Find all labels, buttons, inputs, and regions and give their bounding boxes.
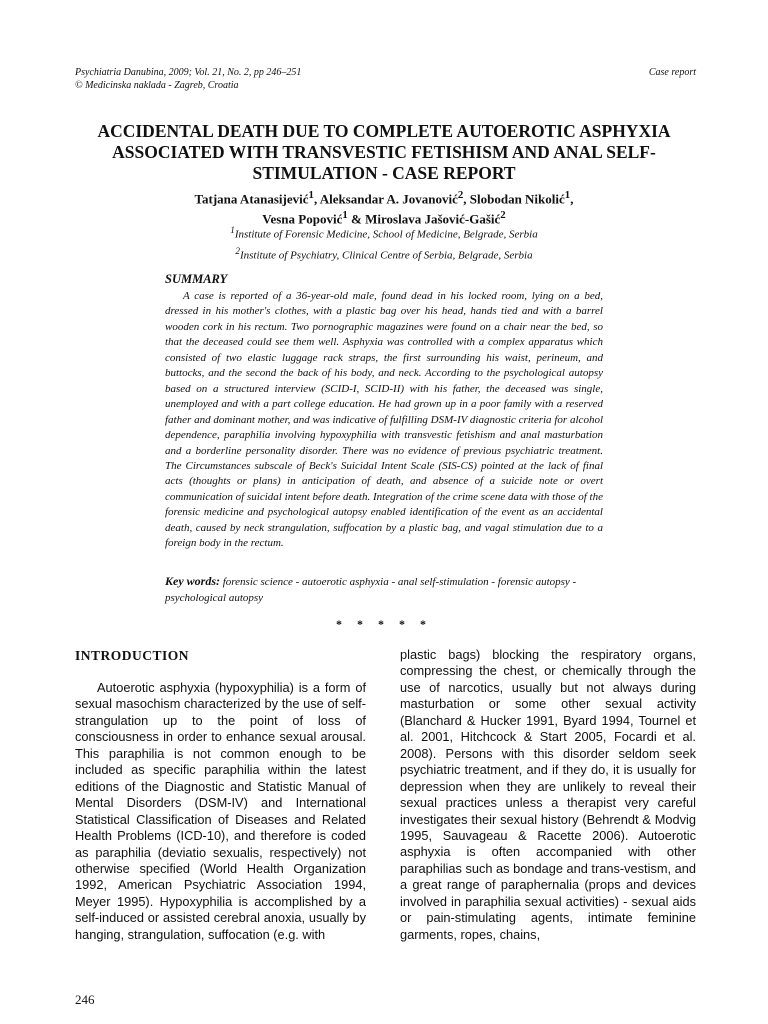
author-affiliation-mark: 1 (342, 209, 348, 222)
journal-header (75, 67, 301, 92)
author-separator: , (463, 191, 470, 207)
introduction-left-column: Autoerotic asphyxia (hypoxyphilia) is a form of sexual masochism characterized by the use of self-strangulation up to the point of loss of consciousness in order to enhance sexual arousal. This paraphilia is not common enough to be included as specific paraphilia within the latest editions of the Diagnostic and Statistic Manual of Mental Disorders (DSM-IV) and International Statistical Classification of Diseases and Related Health Problems (ICD-10), and therefore is coded as paraphilia (deviatio sexualis, respectively) not otherwise specified (World Health Organization 1992, American Psychiatric Association 1994, Meyer 1995). Hypoxyphilia is accomplished by a self-induced or assisted cerebral anoxia, usually by hanging, strangulation, suffocation (e.g. with (75, 680, 366, 942)
author-affiliation-mark: 1 (564, 189, 571, 201)
affiliation-text: Institute of Psychiatry, Clinical Centre of Serbia, Belgrade, Serbia (239, 249, 533, 262)
author-name: Tatjana Atanasijević (194, 191, 309, 207)
keywords (165, 574, 603, 606)
author-name: Aleksandar A. Jovanović (319, 191, 458, 207)
introduction-right-column: plastic bags) blocking the respiratory organs, compressing the chest, or chemically through the use of narcotics, usually but not always during masturbation or some other sexual activity (Blanchard & Hucker 1991, Byard 1994, Tournel et al. 2001, Hitchcock & Start 2005, Focardi et al. 2008). Persons with this disorder seldom seek psychiatric treatment, and if they do, it is usually for depression when they are unlikely to reveal their sexual practices unless a therapist very careful investigates their sexual history (Behrendt & Modvig 1995, Sauvageau & Racette 2006). Autoerotic asphyxia is often accompanied with other paraphilias such as bondage and trans-vestism, and a great range of paraphernalia (props and devices involved in paraphilia sexual activities) - sexual aids or pain-stimulating agents, intimate feminine garments, ropes, chains, (400, 647, 696, 942)
affiliation-text: Institute of Forensic Medicine, School of Medicine, Belgrade, Serbia (234, 228, 538, 241)
article-title: ACCIDENTAL DEATH DUE TO COMPLETE AUTOEROTIC ASPHYXIA ASSOCIATED WITH TRANSVESTIC FETISHISM AND ANAL SELF-STIMULATION - CASE REPORT (97, 121, 671, 183)
keywords-label: Key words: (165, 574, 220, 588)
article-type: Case report (648, 67, 696, 78)
section-separator: * * * * * (336, 617, 432, 631)
journal-citation: Psychiatria Danubina, 2009; Vol. 21, No. 2, pp 246–251 (75, 67, 302, 78)
author-affiliation-mark: 2 (457, 189, 464, 201)
author-name: Slobodan Nikolić (469, 191, 565, 207)
author-affiliation-mark: 2 (500, 209, 506, 222)
page-number: 246 (75, 992, 95, 1007)
author-separator: , (570, 191, 574, 207)
affiliation-mark: 2 (235, 245, 240, 256)
keywords-text: forensic science - autoerotic asphyxia - anal self-stimulation - forensic autopsy - psychological autopsy (165, 576, 577, 604)
author-separator: , (313, 191, 320, 207)
summary-text: A case is reported of a 36-year-old male, found dead in his locked room, lying on a bed, dressed in his mother's clothes, with a plastic bag over his head, hands tied and with a barrel wooden cork in his rectum. Two pornographic magazines were found on a chair near the bed, so that the deceased could see them well. Asphyxia was controlled with a complex apparatus which consisted of two elastic luggage rack straps, the first surrounding his waist, perineum, and buttocks, and the second the back of his body, and neck. According to the psychological autopsy based on a structured interview (SCID-I, SCID-II) with his father, the deceased was single, unemployed and with a part college education. He had grown up in a poor family with a reserved father and dominant mother, and was indicative of fulfilling DSM-IV diagnostic criteria for alcohol dependence, paraphilia involving hypoxyphilia with transvestic fetishism and anal masturbation and a borderline personality disorder. There was no evidence of previous psychiatric treatment. The Circumstances subscale of Beck's Suicidal Intent Scale (SIS-CS) pointed at the lack of final acts (thoughts or plans) in anticipation of death, and absence of a suicide note or overt communication of suicidal intent before death. Integration of the crime scene data with those of the forensic medicine and psychological autopsy enabled identification of the event as an accidental death, caused by neck strangulation, suffocation by a plastic bag, and vagal stimulation due to a foreign body in the rectum. (165, 290, 603, 550)
affiliations (60, 222, 708, 263)
author-affiliation-mark: 1 (308, 189, 314, 201)
author-name: Miroslava Jašović-Gašić (365, 211, 501, 227)
author-name: Vesna Popović (262, 211, 343, 227)
publisher-line: © Medicinska naklada - Zagreb, Croatia (75, 79, 239, 91)
affiliation-mark: 1 (230, 225, 235, 235)
summary-heading: SUMMARY (165, 272, 228, 286)
section-title-introduction: INTRODUCTION (75, 648, 190, 663)
author-separator: & (347, 211, 366, 227)
